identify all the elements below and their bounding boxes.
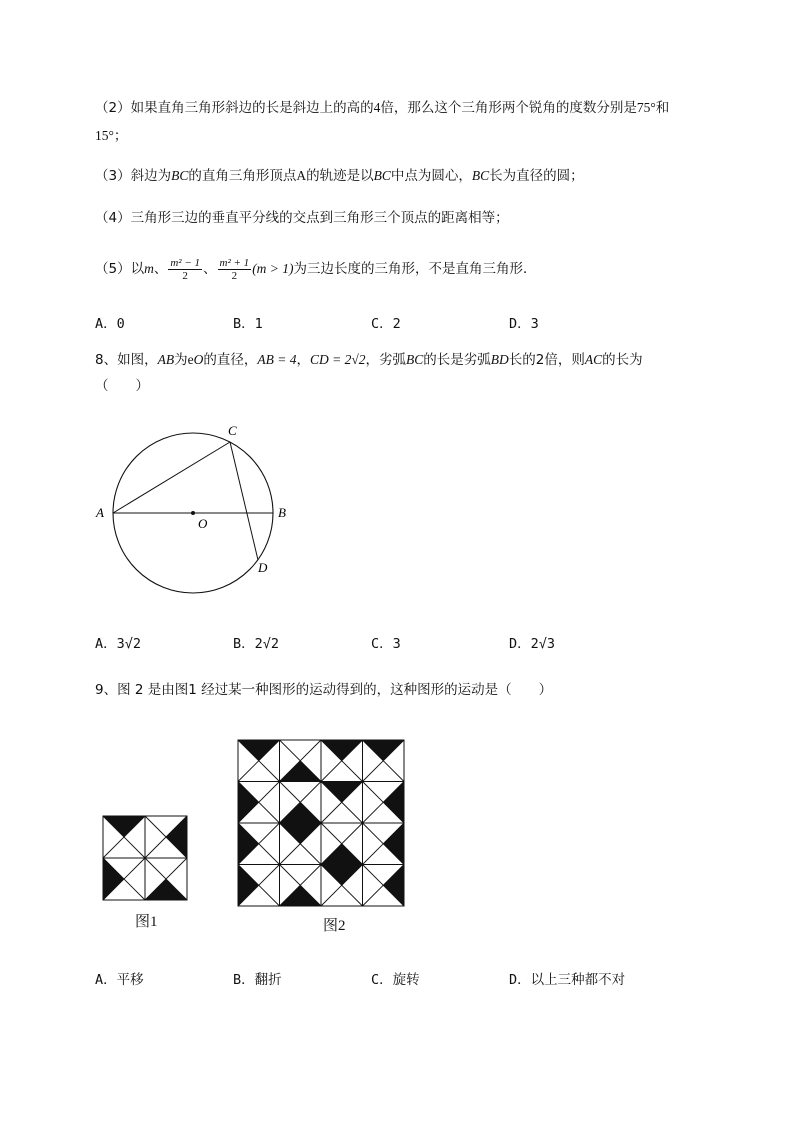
q7-option-c[interactable]: C．2 [371, 316, 401, 332]
tile [363, 740, 405, 782]
q7-item3 [95, 166, 584, 186]
q8-stem-line2: （ ） [95, 378, 149, 394]
black-triangle [280, 761, 322, 782]
tile [321, 740, 363, 782]
label-a: A [96, 505, 104, 520]
q7-option-d[interactable]: D．3 [509, 316, 539, 332]
black-triangle [103, 816, 145, 837]
black-triangle [321, 865, 363, 886]
q9-figure-1-caption: 图1 [135, 914, 158, 930]
black-triangle [166, 816, 187, 858]
q7-item5-condition: (m > 1) [252, 261, 294, 276]
tile [363, 782, 405, 824]
black-triangle [238, 740, 280, 761]
q7-item3-text-a: （3）斜边为 [95, 168, 172, 184]
tile [238, 823, 280, 865]
q8-stem-line1 [95, 350, 643, 370]
black-triangle [383, 865, 404, 907]
center-point [191, 511, 195, 515]
tile [103, 816, 145, 858]
chord-ac [113, 442, 230, 513]
q7-item2-line2: 15°； [95, 128, 128, 143]
q7-item3-point: A [296, 168, 307, 183]
tile [280, 823, 322, 865]
black-triangle [321, 782, 363, 803]
black-triangle [145, 879, 187, 900]
q8-o: O [193, 352, 204, 367]
q8-eq2: CD = 2√2 [309, 352, 366, 367]
q7-item5-frac2-num: m² + 1 [219, 256, 250, 269]
q8-option-c[interactable]: C．3 [371, 636, 401, 652]
q8-option-d[interactable]: D．2√3 [509, 636, 556, 652]
q9-figure-2 [238, 740, 404, 906]
q7-item2-deg1: 75° [636, 100, 656, 115]
q7-item2-text-a: （2）如果直角三角形斜边的长是斜边上的高的 [95, 100, 374, 116]
q7-item5-frac2 [218, 257, 252, 282]
label-b: B [278, 505, 286, 520]
q8-text-e: 的长是劣弧 [423, 352, 491, 368]
tile [238, 865, 280, 907]
label-d: D [258, 560, 268, 575]
black-triangle [321, 740, 363, 761]
q7-item5-text-b: 为三边长度的三角形，不是直角三角形． [293, 261, 537, 277]
black-triangle [103, 858, 124, 900]
q8-bd: BD [490, 352, 509, 367]
tile [280, 782, 322, 824]
q9-figure-2-caption: 图2 [323, 918, 346, 934]
q8-text-a: 8、如图， [95, 352, 158, 368]
tile [238, 782, 280, 824]
q7-item2-text-b: 倍，那么这个三角形两个锐角的度数分别是 [380, 100, 637, 116]
tile [280, 865, 322, 907]
tile [103, 858, 145, 900]
q7-item3-bc3: BC [471, 168, 490, 183]
q9-option-a[interactable]: A．平移 [95, 972, 144, 988]
black-triangle [321, 844, 363, 865]
q7-item5-sep1: 、 [153, 261, 168, 277]
q9-figure-1 [103, 816, 187, 900]
black-triangle [238, 823, 259, 865]
q8-text-c: 的直径， [203, 352, 258, 368]
q8-text-f: 长的2倍，则 [508, 352, 585, 368]
q9-stem: 9、图 2 是由图1 经过某一种图形的运动得到的，这种图形的运动是（ ） [95, 682, 553, 698]
q7-item5-frac2-den: 2 [231, 269, 238, 282]
q7-item2-num: 4 [373, 100, 381, 115]
q7-item5-frac1 [168, 257, 202, 282]
black-triangle [280, 885, 322, 906]
label-c: C [228, 423, 237, 438]
black-triangle [383, 823, 404, 865]
black-triangle [238, 782, 259, 824]
black-triangle [363, 740, 405, 761]
black-triangle [280, 802, 322, 823]
tile [321, 865, 363, 907]
q8-ac: AC [584, 352, 603, 367]
tile [238, 740, 280, 782]
label-o: O [198, 516, 208, 531]
q7-item2-line1 [95, 98, 669, 118]
chord-cd [230, 442, 258, 560]
q8-option-a[interactable]: A．3√2 [95, 636, 142, 652]
q8-circle-diagram [90, 420, 300, 590]
q7-item5-text-a: （5）以 [95, 261, 145, 277]
tile [363, 823, 405, 865]
q7-item5-frac1-num: m² − 1 [170, 256, 201, 269]
q9-option-b[interactable]: B．翻折 [233, 972, 282, 988]
black-triangle [383, 782, 404, 824]
tile [145, 816, 187, 858]
q7-item5-sep2: 、 [203, 261, 217, 277]
q7-item3-bc: BC [171, 168, 189, 183]
q7-item5-m: m [144, 261, 154, 276]
q7-item3-bc2: BC [373, 168, 391, 183]
q7-item3-text-d: 中点为圆心， [390, 168, 472, 184]
tile [145, 858, 187, 900]
q7-item5 [95, 254, 537, 284]
q8-text-g: 的长为 [602, 352, 643, 368]
q7-item3-text-b: 的直角三角形顶点 [188, 168, 297, 184]
q8-text-d: ，劣弧 [365, 352, 406, 368]
q8-bc: BC [405, 352, 424, 367]
tile [321, 782, 363, 824]
black-triangle [238, 865, 259, 907]
tile [280, 740, 322, 782]
tile [321, 823, 363, 865]
q7-option-a[interactable]: A．0 [95, 316, 125, 332]
black-triangle [280, 823, 322, 844]
q8-ab: AB [157, 352, 175, 367]
q8-option-b[interactable]: B．2√2 [233, 636, 280, 652]
q9-option-c[interactable]: C．旋转 [371, 972, 420, 988]
q7-item3-text-e: 长为直径的圆； [489, 168, 584, 184]
q8-text-b: 为 [174, 352, 188, 368]
tile [363, 865, 405, 907]
q9-option-d[interactable]: D．以上三种都不对 [509, 972, 626, 988]
q7-item2-text-c: 和 [655, 100, 670, 116]
q8-eq1: AB = 4 [257, 352, 297, 367]
q7-item4: （4）三角形三边的垂直平分线的交点到三角形三个顶点的距离相等； [95, 210, 509, 226]
q8-sep: ， [296, 352, 310, 368]
q7-option-b[interactable]: B．1 [233, 316, 263, 332]
q7-item3-text-c: 的轨迹是以 [306, 168, 374, 184]
q8-circle-symbol: e [187, 352, 194, 367]
q7-item5-frac1-den: 2 [182, 269, 188, 282]
